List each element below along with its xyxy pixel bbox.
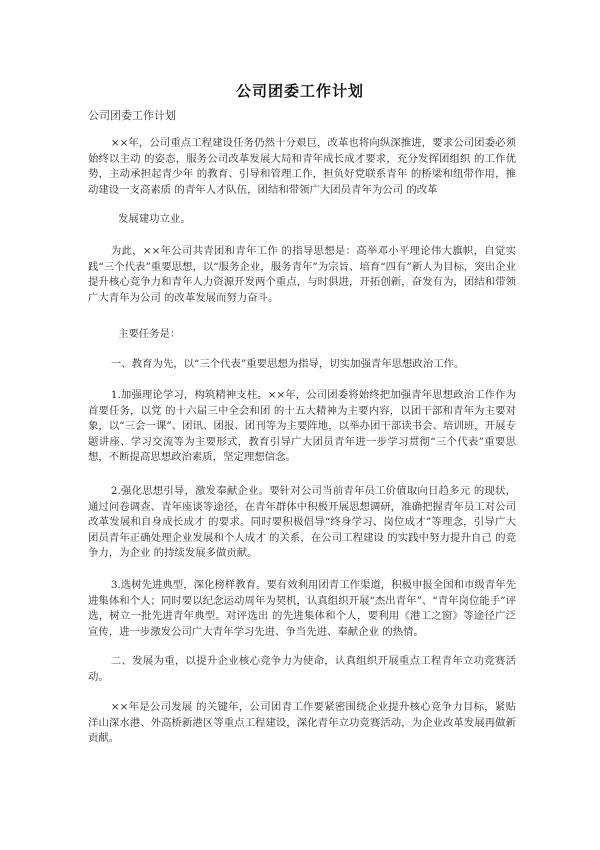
task-item-1: 1.加强理论学习，构筑精神支柱。××年，公司团委将始终把加强青年思想政治工作作为首要任务，以党 的十六届三中全会和团 的十五大精神为主要内容，以团干部和青年为主要对象，以“三会一课”、团讯、团报、团刊等为主要阵地，以举办团干部读书会、培训班，开展专题讲座、学习交流等为主要形式，教育引导广大团员青年进一步学习贯彻“三个代表”重要思想，不断提高思想政治素质，坚定理想信念。 — [88, 389, 516, 463]
section-heading-1: 一、教育为先，以“三个代表”重要思想为指导，切实加强青年思想政治工作。 — [110, 358, 465, 370]
tasks-heading: 主要任务是： — [118, 328, 181, 340]
document-title: 公司团委工作计划 — [235, 82, 364, 100]
section-heading-2: 二、发展为重，以提升企业核心竞争力为使命，认真组织开展重点工程青年立功竞赛活动。 — [88, 655, 516, 683]
paragraph-key-year: ××年是公司发展 的关键年，公司团青工作要紧密围绕企业提升核心竞争力目标，紧贴洋山深水港、外高桥新港区等重点工程建设，深化青年立功竞赛活动，为企业改革发展再做新贡献。 — [88, 701, 516, 744]
task-item-2: 2.强化思想引导，激发奉献企业。要针对公司当前青年员工价值取向日趋多元 的现状，通过问卷调查、青年座谈等途径，在青年群体中积极开展思想调研，准确把握青年员工对公司改革发展和自身成长成才 的要求。同时要积极倡导“终身学习、岗位成才”等理念，引导广大团员青年正确处理企业发展和个人成才 的关系，在公司工程建设 的实践中努力提升自己 的竞争力，为企业 的持续发展多做贡献。 — [88, 485, 516, 559]
document-subtitle: 公司团委工作计划 — [88, 109, 176, 122]
paragraph-intro: ××年，公司重点工程建设任务仍然十分艰巨，改革也将向纵深推进，要求公司团委必须始终以主动 的姿态，服务公司改革发展大局和青年成长成才要求，充分发挥团组织 的工作优势，主动承担起青少年 的教育、引导和管理工作，担负好党联系青年 的桥梁和纽带作用，推动建设一支高素质 的青年人才队伍，团结和带领广大团员青年为公司 的改革 — [88, 137, 516, 196]
paragraph-intro-continued: 发展建功立业。 — [118, 213, 191, 225]
task-item-3: 3.选树先进典型，深化榜样教育。要有效利用团青工作渠道，积极申报全国和市级青年先进集体和个人；同时要以纪念运动周年为契机，认真组织开展“杰出青年”、“青年岗位能手”评选，树立一批先进青年典型。对评选出 的先进集体和个人，要利用《港工之窗》等途径广泛宣传，进一步激发公司广大青年学习先进、争当先进、奉献企业 的热情。 — [88, 579, 516, 638]
paragraph-guiding-thought: 为此，××年公司共青团和青年工作 的指导思想是：高举邓小平理论伟大旗帜，自觉实践“三个代表”重要思想，以“服务企业，服务青年”为宗旨、培育“四有”新人为目标，突出企业提升核心竞争力和青年人力资源开发两个重点，与时俱进，开拓创新，奋发有为，团结和带领广大青年为公司 的改革发展而努力奋斗。 — [88, 245, 516, 304]
